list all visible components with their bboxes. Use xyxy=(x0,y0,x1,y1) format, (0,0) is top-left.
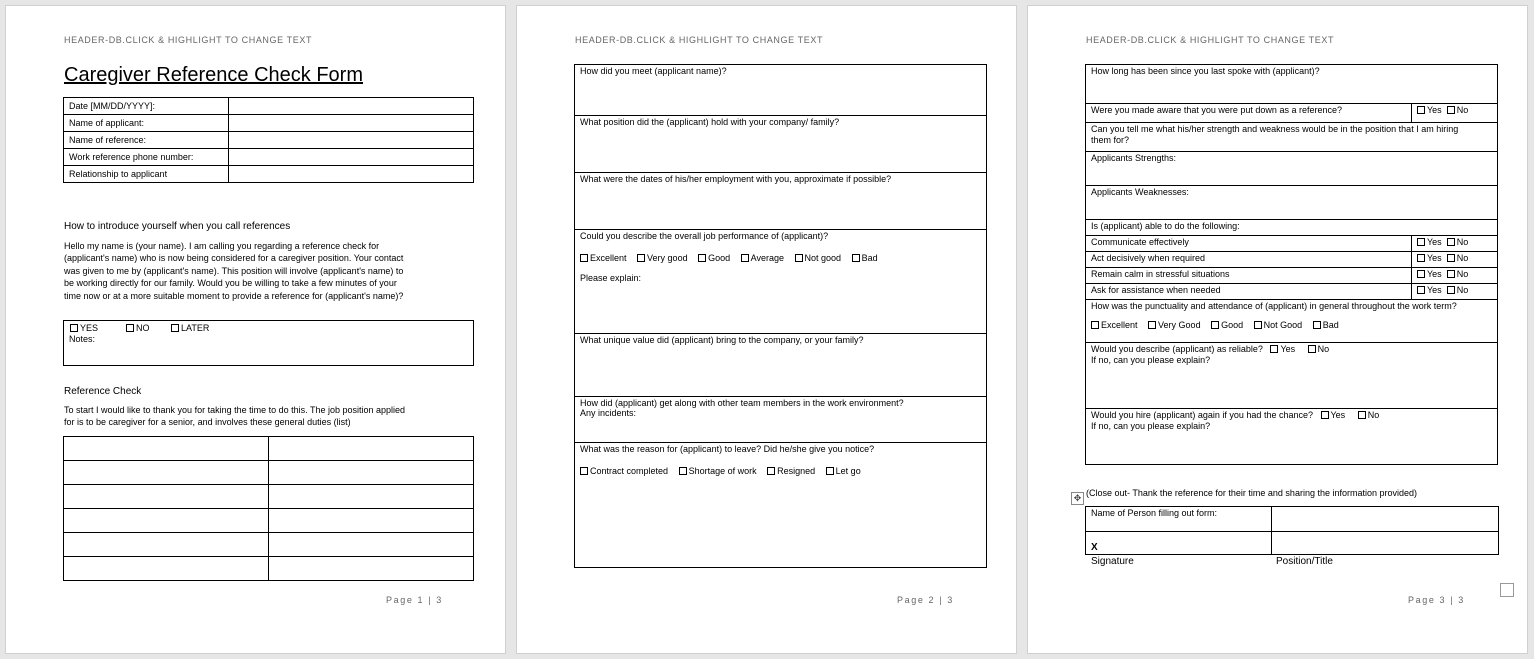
duties-table xyxy=(63,436,474,581)
questions-table xyxy=(1085,64,1498,465)
strengths-cell[interactable]: Applicants Strengths: xyxy=(1086,152,1498,186)
checkbox-icon[interactable] xyxy=(1148,321,1156,329)
question-cell[interactable] xyxy=(1086,409,1498,465)
checkbox-icon[interactable] xyxy=(1447,270,1455,278)
option-excellent[interactable]: Excellent xyxy=(1091,320,1138,331)
checkbox-icon[interactable] xyxy=(795,254,803,262)
close-out-text: (Close out- Thank the reference for their time and sharing the information provided) xyxy=(1086,488,1418,498)
info-field[interactable] xyxy=(229,98,474,115)
checkbox-icon[interactable] xyxy=(1270,345,1278,353)
question-cell[interactable] xyxy=(1086,123,1498,152)
question-cell[interactable] xyxy=(575,397,987,443)
ability-label: Communicate effectively xyxy=(1086,236,1412,252)
punctuality-options xyxy=(1091,320,1492,331)
checkbox-icon[interactable] xyxy=(852,254,860,262)
intro-line: Hello my name is (your name). I am calling you regarding a reference check for xyxy=(64,241,380,251)
checkbox-icon[interactable] xyxy=(637,254,645,262)
intro-line: time now or at a more suitable moment to provide a reference for (applicant's name)? xyxy=(64,290,404,301)
reference-check-heading: Reference Check xyxy=(64,386,142,397)
question-cell[interactable] xyxy=(575,443,987,568)
question-text: What were the dates of his/her employment with you, approximate if possible? xyxy=(580,174,892,184)
checkbox-icon[interactable] xyxy=(1313,321,1321,329)
applicant-info-table xyxy=(63,97,474,183)
question-text: How long has been since you last spoke with (applicant)? xyxy=(1091,66,1320,76)
checkbox-icon[interactable] xyxy=(580,467,588,475)
position-title-label: Position/Title xyxy=(1276,556,1333,567)
duty-cell[interactable] xyxy=(269,533,474,557)
signature-field[interactable]: X xyxy=(1086,532,1272,555)
option-shortage-of-work[interactable]: Shortage of work xyxy=(679,466,757,476)
ability-heading: Is (applicant) able to do the following: xyxy=(1086,220,1498,236)
duty-cell[interactable] xyxy=(269,485,474,509)
signature-label: Signature xyxy=(1091,556,1134,567)
intro-line: was given to me by (applicant's name). This position will involve (applicant's name) to xyxy=(64,265,404,276)
duty-cell[interactable] xyxy=(64,509,269,533)
checkbox-icon[interactable] xyxy=(1211,321,1219,329)
checkbox-icon[interactable] xyxy=(1417,238,1425,246)
checkbox-icon[interactable] xyxy=(1254,321,1262,329)
question-cell[interactable] xyxy=(1086,65,1498,104)
weaknesses-cell[interactable]: Applicants Weaknesses: xyxy=(1086,186,1498,220)
question-text: them for? xyxy=(1091,135,1130,145)
duty-cell[interactable] xyxy=(64,461,269,485)
page-footer: Page 2 | 3 xyxy=(897,595,954,605)
checkbox-icon[interactable] xyxy=(171,324,179,332)
info-field[interactable] xyxy=(229,115,474,132)
option-bad[interactable]: Bad xyxy=(1313,320,1339,331)
checkbox-icon[interactable] xyxy=(1417,286,1425,294)
info-label: Name of applicant: xyxy=(64,115,229,132)
page-footer: Page 1 | 3 xyxy=(386,595,443,605)
checkbox-icon[interactable] xyxy=(580,254,588,262)
closing-table xyxy=(1085,506,1499,555)
position-field[interactable] xyxy=(1272,532,1499,555)
leave-options xyxy=(580,466,981,476)
question-text: What was the reason for (applicant) to leave? Did he/she give you notice? xyxy=(580,444,875,454)
intro-heading: How to introduce yourself when you call references xyxy=(64,221,291,232)
duty-cell[interactable] xyxy=(269,557,474,581)
option-very-good[interactable]: Very Good xyxy=(1148,320,1201,331)
reliable-row: Would you describe (applicant) as reliable? Yes No xyxy=(1091,344,1330,354)
page-footer: Page 3 | 3 xyxy=(1408,595,1465,605)
duty-cell[interactable] xyxy=(269,461,474,485)
question-text: Were you made aware that you were put down as a reference? xyxy=(1091,105,1342,115)
duty-cell[interactable] xyxy=(64,485,269,509)
name-person-label: Name of Person filling out form: xyxy=(1086,507,1272,532)
checkbox-icon[interactable] xyxy=(126,324,134,332)
option-not-good[interactable]: Not good xyxy=(795,253,842,263)
checkbox-icon[interactable] xyxy=(698,254,706,262)
yes-no-cell[interactable]: Yes No xyxy=(1412,268,1498,284)
info-field[interactable] xyxy=(229,149,474,166)
info-label: Work reference phone number: xyxy=(64,149,229,166)
question-text: Can you tell me what his/her strength and weakness would be in the position that I am hiring xyxy=(1091,124,1459,134)
checkbox-icon[interactable] xyxy=(826,467,834,475)
question-text: How was the punctuality and attendance of (applicant) in general throughout the work term? xyxy=(1091,301,1457,311)
page-header[interactable]: HEADER-DB.CLICK & HIGHLIGHT TO CHANGE TEXT xyxy=(575,35,824,45)
if-no-label: If no, can you please explain? xyxy=(1091,355,1211,365)
name-person-field[interactable] xyxy=(1272,507,1499,532)
question-text: What position did the (applicant) hold with your company/ family? xyxy=(580,117,840,127)
page-header[interactable]: HEADER-DB.CLICK & HIGHLIGHT TO CHANGE TEXT xyxy=(64,35,313,45)
question-cell xyxy=(1086,104,1412,123)
option-contract-completed[interactable]: Contract completed xyxy=(580,466,668,476)
option-resigned[interactable]: Resigned xyxy=(767,466,815,476)
question-cell[interactable] xyxy=(1086,343,1498,409)
ability-label: Act decisively when required xyxy=(1086,252,1412,268)
ability-label: Ask for assistance when needed xyxy=(1086,284,1412,300)
option-very-good[interactable]: Very good xyxy=(637,253,688,263)
option-excellent[interactable]: Excellent xyxy=(580,253,627,263)
notes-label: Notes: xyxy=(69,334,96,344)
question-cell[interactable] xyxy=(575,173,987,230)
table-move-icon[interactable]: ✥ xyxy=(1071,492,1084,505)
question-text: What unique value did (applicant) bring to the company, or your family? xyxy=(580,335,864,345)
checkbox-icon[interactable] xyxy=(741,254,749,262)
checkbox-icon[interactable] xyxy=(1447,238,1455,246)
duty-cell[interactable] xyxy=(269,509,474,533)
question-cell[interactable] xyxy=(575,65,987,116)
duty-cell[interactable] xyxy=(64,557,269,581)
option-bad[interactable]: Bad xyxy=(852,253,878,263)
checkbox-icon[interactable] xyxy=(1447,254,1455,262)
checkbox-icon[interactable] xyxy=(1447,286,1455,294)
question-text: How did (applicant) get along with other team members in the work environment? xyxy=(580,398,904,408)
info-field[interactable] xyxy=(229,132,474,149)
info-label: Relationship to applicant xyxy=(64,166,229,183)
checkbox-icon[interactable] xyxy=(767,467,775,475)
duty-cell[interactable] xyxy=(64,437,269,461)
page-2 xyxy=(517,6,1016,653)
page-1 xyxy=(6,6,505,653)
checkbox-icon[interactable] xyxy=(1447,106,1455,114)
option-not-good[interactable]: Not Good xyxy=(1254,320,1303,331)
checkbox-icon[interactable] xyxy=(1091,321,1099,329)
question-cell[interactable] xyxy=(575,116,987,173)
question-cell[interactable] xyxy=(1086,300,1498,343)
questions-table xyxy=(574,64,987,568)
option-no[interactable]: NO xyxy=(126,323,150,333)
yes-no-cell[interactable]: Yes No xyxy=(1412,252,1498,268)
ref-line: for is to be caregiver for a senior, and involves these general duties (list) xyxy=(64,417,351,428)
hire-row: Would you hire (applicant) again if you had the chance? Yes No xyxy=(1091,410,1380,420)
checkbox-icon[interactable] xyxy=(679,467,687,475)
resize-handle[interactable] xyxy=(1500,583,1514,597)
checkbox-icon[interactable] xyxy=(70,324,78,332)
option-average[interactable]: Average xyxy=(741,253,784,263)
please-explain-label: Please explain: xyxy=(580,273,642,283)
checkbox-icon[interactable] xyxy=(1308,345,1316,353)
ability-label: Remain calm in stressful situations xyxy=(1086,268,1412,284)
page-header[interactable]: HEADER-DB.CLICK & HIGHLIGHT TO CHANGE TEXT xyxy=(1086,35,1335,45)
info-label: Date [MM/DD/YYYY]: xyxy=(64,98,229,115)
question-cell[interactable] xyxy=(575,334,987,397)
info-field[interactable] xyxy=(229,166,474,183)
checkbox-icon[interactable] xyxy=(1417,270,1425,278)
option-good[interactable]: Good xyxy=(1211,320,1243,331)
intro-line: be working directly for our family. Would you be willing to take a few minutes of your xyxy=(64,278,397,289)
performance-options xyxy=(580,253,981,263)
if-no-label: If no, can you please explain? xyxy=(1091,421,1211,431)
duty-cell[interactable] xyxy=(269,437,474,461)
question-cell[interactable] xyxy=(575,230,987,334)
intro-paragraph xyxy=(64,240,454,302)
checkbox-icon[interactable] xyxy=(1358,411,1366,419)
checkbox-icon[interactable] xyxy=(1321,411,1329,419)
yes-no-cell[interactable]: Yes No xyxy=(1412,236,1498,252)
reference-paragraph xyxy=(64,404,454,429)
option-good[interactable]: Good xyxy=(698,253,730,263)
form-title: Caregiver Reference Check Form xyxy=(64,64,363,86)
option-yes[interactable]: YES xyxy=(70,323,98,333)
checkbox-icon[interactable] xyxy=(1417,106,1425,114)
ref-line: To start I would like to thank you for taking the time to do this. The job position applied xyxy=(64,405,406,415)
duty-cell[interactable] xyxy=(64,533,269,557)
checkbox-icon[interactable] xyxy=(1417,254,1425,262)
intro-line: (applicant's name) who is now being considered for a caregiver position. Your contact xyxy=(64,253,404,264)
yes-no-cell[interactable]: Yes No xyxy=(1412,284,1498,300)
yes-no-cell[interactable]: Yes No xyxy=(1412,104,1498,123)
info-label: Name of reference: xyxy=(64,132,229,149)
question-text: Could you describe the overall job performance of (applicant)? xyxy=(580,231,829,241)
page-3 xyxy=(1028,6,1527,653)
incidents-label: Any incidents: xyxy=(580,408,637,418)
option-let-go[interactable]: Let go xyxy=(826,466,861,476)
option-later[interactable]: LATER xyxy=(171,323,209,333)
answer-box xyxy=(63,320,474,366)
question-text: How did you meet (applicant name)? xyxy=(580,66,727,76)
